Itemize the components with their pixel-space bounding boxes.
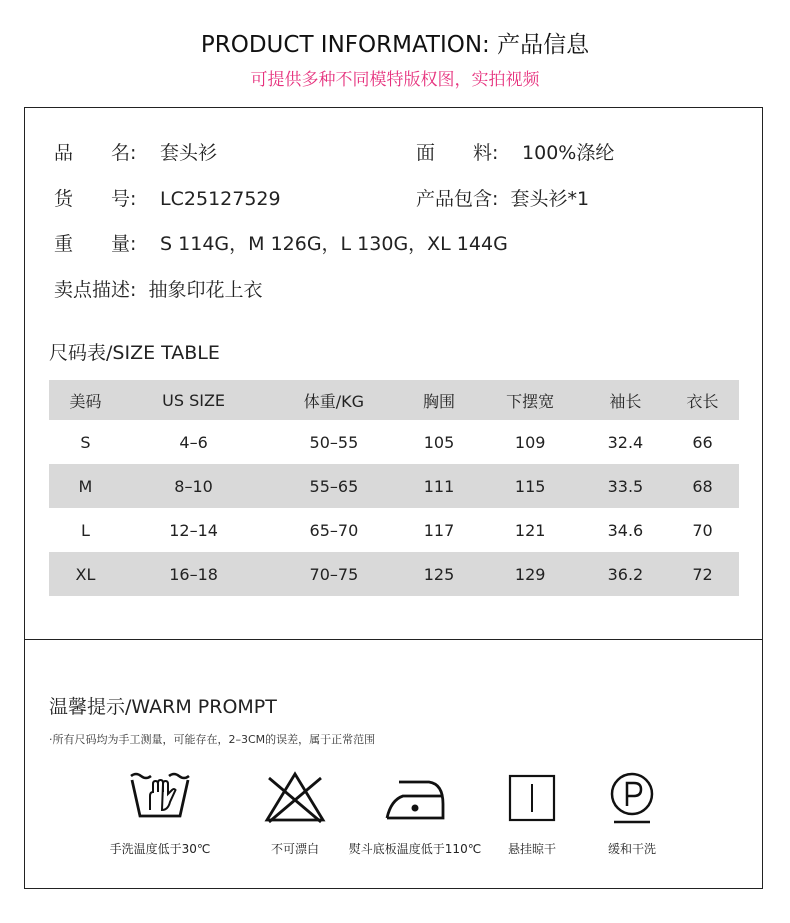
table-header: 衣长 bbox=[686, 391, 719, 411]
table-cell: 72 bbox=[692, 564, 713, 584]
table-header: 袖长 bbox=[609, 391, 642, 411]
table-cell: 55–65 bbox=[309, 476, 359, 496]
table-cell: 121 bbox=[514, 520, 546, 540]
page-subtitle: 可提供多种不同模特版权图，实拍视频 bbox=[250, 70, 540, 90]
contents-value: 套头衫*1 bbox=[510, 188, 590, 210]
table-cell: 4–6 bbox=[179, 432, 208, 452]
care-label: 熨斗底板温度低于110℃ bbox=[348, 842, 482, 856]
info-selling bbox=[54, 275, 262, 302]
name-label: 品 名: bbox=[54, 142, 137, 164]
table-cell: 12–14 bbox=[169, 520, 218, 540]
material-label: 面 料: bbox=[416, 142, 499, 164]
care-item-dry-clean bbox=[562, 770, 702, 857]
table-cell: 33.5 bbox=[607, 476, 644, 496]
table-cell: 125 bbox=[423, 564, 455, 584]
table-header-row bbox=[49, 380, 739, 420]
care-item-no-bleach bbox=[225, 770, 365, 857]
table-cell: 70–75 bbox=[309, 564, 359, 584]
table-cell: M bbox=[78, 476, 93, 496]
care-item-hand-wash bbox=[90, 770, 230, 857]
dry-clean-p-icon bbox=[600, 770, 664, 826]
table-cell: 50–55 bbox=[309, 432, 359, 452]
weight-label: 重 量: bbox=[54, 233, 137, 255]
table-cell: 109 bbox=[514, 432, 546, 452]
table-row bbox=[49, 508, 739, 552]
sku-value: LC25127529 bbox=[160, 188, 281, 210]
selling-value: 抽象印花上衣 bbox=[148, 279, 263, 301]
table-row bbox=[49, 464, 739, 508]
hang-dry-icon bbox=[500, 770, 564, 826]
care-label: 悬挂晾干 bbox=[507, 842, 556, 856]
table-cell: XL bbox=[75, 564, 96, 584]
table-header: 体重/KG bbox=[303, 391, 365, 411]
table-cell: 16–18 bbox=[169, 564, 218, 584]
table-cell: 111 bbox=[423, 476, 455, 496]
material-value: 100%涤纶 bbox=[522, 142, 615, 164]
page-title: PRODUCT INFORMATION: 产品信息 bbox=[200, 32, 590, 58]
table-row bbox=[49, 420, 739, 464]
info-weight bbox=[54, 229, 508, 256]
table-cell: 32.4 bbox=[607, 432, 644, 452]
info-name bbox=[54, 138, 217, 165]
table-cell: 129 bbox=[514, 564, 546, 584]
care-label: 不可漂白 bbox=[270, 842, 319, 856]
name-value: 套头衫 bbox=[160, 142, 218, 164]
warm-prompt-title: 温馨提示/WARM PROMPT bbox=[49, 696, 277, 718]
table-header: US SIZE bbox=[162, 390, 226, 410]
table-cell: 66 bbox=[692, 432, 713, 452]
no-bleach-icon bbox=[263, 770, 327, 826]
info-material bbox=[416, 138, 614, 165]
table-cell: 8–10 bbox=[174, 476, 213, 496]
table-cell: 70 bbox=[692, 520, 713, 540]
table-header: 胸围 bbox=[423, 391, 456, 411]
table-row bbox=[49, 552, 739, 596]
care-label: 手洗温度低于30℃ bbox=[109, 842, 211, 856]
table-header: 美码 bbox=[69, 391, 102, 411]
table-cell: 34.6 bbox=[607, 520, 644, 540]
info-sku bbox=[54, 184, 281, 211]
table-cell: 65–70 bbox=[309, 520, 359, 540]
table-cell: 68 bbox=[692, 476, 713, 496]
table-cell: 36.2 bbox=[607, 564, 644, 584]
weight-value: S 114G，M 126G，L 130G，XL 144G bbox=[160, 233, 508, 255]
table-header: 下摆宽 bbox=[506, 391, 555, 411]
table-cell: L bbox=[81, 520, 90, 540]
info-contents bbox=[416, 184, 589, 211]
table-cell: 105 bbox=[423, 432, 455, 452]
size-table-title: 尺码表/SIZE TABLE bbox=[49, 342, 220, 364]
sku-label: 货 号: bbox=[54, 188, 137, 210]
table-cell: S bbox=[80, 432, 91, 452]
contents-label: 产品包含: bbox=[416, 188, 499, 210]
table-cell: 117 bbox=[423, 520, 455, 540]
iron-icon bbox=[383, 770, 447, 826]
hand-wash-icon bbox=[128, 770, 192, 826]
selling-label: 卖点描述: bbox=[54, 279, 137, 301]
warm-prompt-note: ·所有尺码均为手工测量，可能存在，2–3CM的误差，属于正常范围 bbox=[49, 733, 376, 746]
table-cell: 115 bbox=[514, 476, 546, 496]
care-label: 缓和干洗 bbox=[607, 842, 656, 856]
size-table bbox=[49, 380, 739, 596]
